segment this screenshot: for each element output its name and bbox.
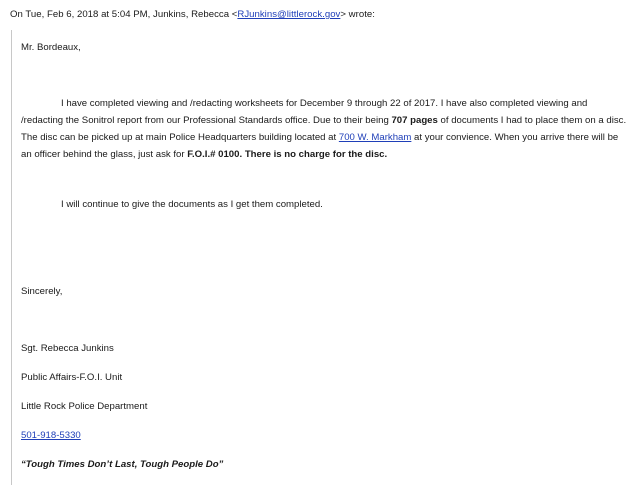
signature-unit: Public Affairs-F.O.I. Unit: [21, 372, 123, 383]
pages-count-bold: 707 pages: [391, 115, 438, 126]
paragraph-text-b: of documents I had to place them on a disc. The disc can be picked up at main Police Headquarters building located at: [21, 115, 627, 143]
foi-number-bold: F.O.I.# 0100. There is no charge for the disc.: [187, 149, 388, 160]
paragraph-continue: [21, 199, 323, 210]
address-link[interactable]: 700 W. Markham: [338, 132, 412, 143]
phone-link[interactable]: 501-918-5330: [21, 430, 81, 441]
closing: Sincerely,: [21, 286, 63, 297]
paragraph-text-a: I have completed viewing and /redacting worksheets for December 9 through 22 of 2017. I have also completed viewing and /redacting the Sonitrol report from our Professional Standards office. Due to their being: [21, 98, 588, 126]
signature-motto: “Tough Times Don’t Last, Tough People Do”: [21, 459, 224, 470]
quote-bar: [11, 30, 12, 485]
quote-attribution-line: [10, 9, 375, 20]
paragraph-text-c: at your convience. When you arrive there will be an officer behind the glass, just ask for: [21, 132, 619, 160]
sender-email-link[interactable]: RJunkins@littlerock.gov: [237, 9, 341, 20]
signature-department: Little Rock Police Department: [21, 401, 148, 412]
signature-name: Sgt. Rebecca Junkins: [21, 343, 114, 354]
attribution-prefix: On Tue, Feb 6, 2018 at 5:04 PM, Junkins, Rebecca <: [10, 9, 238, 20]
attribution-suffix: > wrote:: [340, 9, 375, 20]
signature-phone: [21, 430, 81, 441]
greeting: Mr. Bordeaux,: [21, 42, 81, 53]
paragraph-continue-text: I will continue to give the documents as I get them completed.: [61, 199, 323, 210]
paragraph-disc-details: [21, 95, 631, 163]
